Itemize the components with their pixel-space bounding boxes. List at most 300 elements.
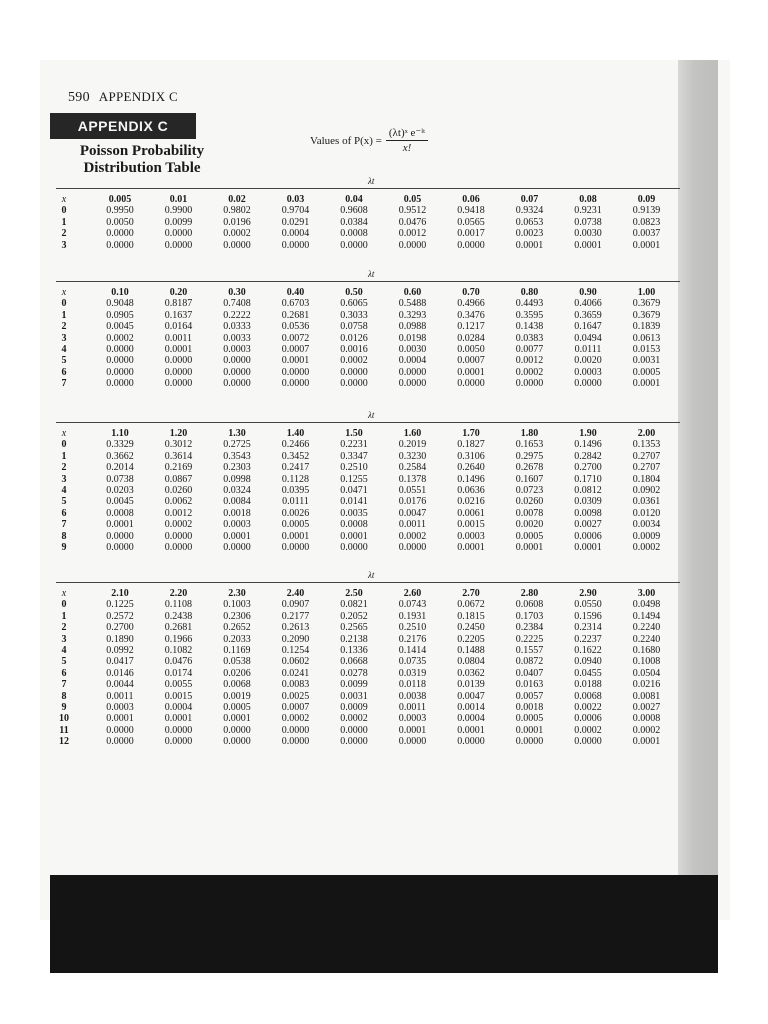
probability-cell: 0.1890 — [106, 633, 134, 645]
x-header: x — [61, 287, 67, 298]
probability-cell: 0.9418 — [457, 205, 485, 217]
probability-cell: 0.0044 — [106, 679, 134, 691]
table-row — [56, 439, 680, 450]
probability-cell: 0.0407 — [515, 667, 544, 679]
x-header: x — [61, 428, 67, 439]
x-value: 7 — [61, 378, 67, 390]
probability-cell: 0.0550 — [574, 599, 602, 611]
lambda-t-label: λt — [368, 410, 375, 420]
formula-denominator: x! — [402, 142, 412, 154]
x-value: 5 — [61, 496, 67, 508]
probability-cell: 0.9950 — [106, 205, 134, 217]
lambda-value: 0.08 — [579, 194, 597, 205]
x-header: x — [61, 588, 67, 599]
lambda-t-label: λt — [368, 176, 375, 186]
probability-cell: 0.6065 — [340, 298, 368, 310]
probability-cell: 0.0000 — [223, 239, 251, 251]
lambda-value: 0.80 — [520, 287, 539, 298]
table-row — [56, 333, 680, 344]
probability-cell: 0.1496 — [457, 473, 485, 485]
x-value: 5 — [61, 355, 67, 367]
probability-cell: 0.1653 — [515, 439, 544, 451]
probability-cell: 0.2466 — [281, 439, 310, 451]
x-value: 12 — [59, 736, 69, 748]
probability-cell: 0.0068 — [223, 679, 251, 691]
probability-cell: 0.0723 — [515, 485, 544, 496]
table-row — [56, 321, 680, 332]
probability-cell: 0.0002 — [515, 366, 544, 378]
probability-cell: 0.2707 — [632, 450, 661, 462]
x-value: 1 — [61, 450, 67, 462]
probability-cell: 0.0019 — [223, 690, 251, 702]
probability-cell: 0.2681 — [164, 622, 193, 634]
x-value: 2 — [61, 462, 67, 474]
probability-cell: 0.3106 — [457, 450, 485, 462]
probability-cell: 0.0000 — [106, 228, 134, 240]
table-row — [56, 508, 680, 519]
table-row — [56, 622, 680, 633]
page-edge-shadow — [678, 60, 718, 920]
running-title: APPENDIX C — [98, 89, 178, 104]
probability-cell: 0.0000 — [164, 366, 193, 378]
probability-cell: 0.0098 — [574, 507, 602, 519]
probability-cell: 0.0000 — [223, 542, 251, 553]
probability-cell: 0.0001 — [281, 355, 310, 367]
probability-cell: 0.0001 — [632, 239, 661, 251]
probability-cell: 0.0002 — [106, 332, 134, 344]
probability-cell: 0.1966 — [164, 633, 193, 645]
probability-cell: 0.0018 — [515, 702, 544, 713]
probability-cell: 0.0872 — [515, 656, 544, 668]
probability-cell: 0.0000 — [574, 378, 602, 390]
probability-cell: 0.0023 — [515, 228, 544, 240]
lambda-value: 0.50 — [345, 287, 363, 298]
lambda-value: 1.90 — [579, 428, 597, 439]
probability-cell: 0.0000 — [457, 239, 485, 251]
probability-cell: 0.0000 — [106, 542, 134, 553]
probability-cell: 0.0000 — [223, 378, 251, 390]
probability-cell: 0.1438 — [515, 321, 544, 333]
probability-cell: 0.0001 — [632, 736, 661, 748]
probability-cell: 0.0072 — [281, 332, 310, 344]
probability-cell: 0.2177 — [281, 610, 310, 622]
probability-cell: 0.0020 — [515, 519, 544, 531]
probability-cell: 0.1607 — [515, 473, 544, 485]
formula-prefix: Values of P(x) = — [310, 134, 382, 147]
probability-cell: 0.0538 — [223, 656, 251, 668]
lambda-header-row — [56, 287, 680, 298]
probability-cell: 0.0608 — [515, 599, 544, 611]
lambda-value: 0.40 — [286, 287, 305, 298]
lambda-value: 0.90 — [579, 287, 597, 298]
table-row — [56, 656, 680, 667]
table-title-line2: Distribution Table — [83, 160, 201, 176]
probability-cell: 0.0050 — [106, 216, 134, 228]
lambda-value: 2.50 — [345, 588, 363, 599]
lambda-header-row — [56, 194, 680, 205]
probability-cell: 0.0000 — [164, 724, 193, 736]
table-row — [56, 474, 680, 485]
probability-cell: 0.0026 — [281, 507, 310, 519]
lambda-header-row — [56, 428, 680, 439]
probability-cell: 0.1622 — [574, 645, 602, 656]
lambda-value: 2.40 — [286, 588, 305, 599]
page-number: 590 — [68, 90, 90, 105]
probability-cell: 0.0035 — [340, 507, 368, 519]
probability-cell: 0.0153 — [632, 344, 661, 355]
table-row — [56, 691, 680, 702]
probability-cell: 0.0000 — [223, 366, 251, 378]
x-value: 8 — [61, 690, 67, 702]
lambda-value: 2.70 — [462, 588, 480, 599]
probability-cell: 0.2222 — [223, 309, 251, 321]
probability-cell: 0.1647 — [574, 321, 602, 333]
probability-cell: 0.0000 — [340, 378, 368, 390]
lambda-value: 0.06 — [462, 194, 480, 205]
probability-cell: 0.2640 — [457, 462, 485, 474]
probability-cell: 0.2700 — [106, 622, 134, 634]
probability-cell: 0.0902 — [632, 485, 661, 496]
x-value: 0 — [61, 205, 67, 217]
probability-cell: 0.0062 — [164, 496, 193, 508]
probability-cell: 0.9608 — [340, 205, 368, 217]
probability-cell: 0.0188 — [574, 679, 602, 691]
probability-cell: 0.0005 — [515, 713, 544, 725]
probability-cell: 0.0034 — [632, 519, 661, 531]
probability-cell: 0.3293 — [398, 309, 427, 321]
probability-cell: 0.0000 — [164, 239, 193, 251]
probability-cell: 0.0743 — [398, 599, 427, 611]
probability-cell: 0.0003 — [223, 344, 251, 355]
lambda-t-label: λt — [368, 570, 375, 580]
probability-cell: 0.0008 — [106, 507, 134, 519]
probability-cell: 0.2384 — [515, 622, 544, 634]
lambda-value: 1.10 — [111, 428, 129, 439]
probability-cell: 0.0319 — [398, 667, 427, 679]
lambda-value: 2.80 — [520, 588, 539, 599]
probability-cell: 0.0050 — [457, 344, 485, 355]
probability-cell: 0.0000 — [457, 378, 485, 390]
probability-cell: 0.0907 — [281, 599, 310, 611]
probability-cell: 0.0216 — [632, 679, 661, 691]
probability-cell: 0.1839 — [632, 321, 661, 333]
probability-cell: 0.0000 — [398, 542, 427, 553]
probability-cell: 0.1557 — [515, 645, 544, 656]
lambda-value: 2.60 — [403, 588, 422, 599]
probability-cell: 0.0111 — [282, 496, 309, 508]
probability-cell: 0.0494 — [574, 332, 602, 344]
probability-cell: 0.0037 — [632, 228, 661, 240]
probability-cell: 0.2033 — [223, 633, 251, 645]
table-row — [56, 228, 680, 239]
probability-cell: 0.2565 — [340, 622, 368, 634]
x-value: 7 — [61, 679, 67, 691]
probability-cell: 0.8187 — [164, 298, 193, 310]
probability-cell: 0.0000 — [106, 724, 134, 736]
probability-cell: 0.0000 — [106, 530, 134, 542]
probability-cell: 0.0804 — [457, 656, 485, 668]
probability-cell: 0.9704 — [281, 205, 310, 217]
probability-cell: 0.0940 — [574, 656, 602, 668]
probability-cell: 0.0905 — [106, 309, 134, 321]
probability-cell: 0.0309 — [574, 496, 602, 508]
probability-cell: 0.0007 — [281, 702, 310, 713]
probability-cell: 0.0000 — [223, 355, 251, 367]
x-value: 4 — [61, 344, 67, 355]
x-value: 2 — [61, 321, 67, 333]
probability-cell: 0.0139 — [457, 679, 485, 691]
probability-cell: 0.0000 — [574, 736, 602, 748]
probability-cell: 0.0384 — [340, 216, 368, 228]
probability-cell: 0.0078 — [515, 507, 544, 519]
probability-cell: 0.0014 — [457, 702, 485, 713]
probability-cell: 0.0018 — [223, 507, 251, 519]
lambda-value: 2.10 — [111, 588, 129, 599]
probability-cell: 0.0045 — [106, 496, 134, 508]
probability-cell: 0.0126 — [340, 332, 368, 344]
probability-cell: 0.0001 — [106, 519, 134, 531]
probability-cell: 0.0017 — [457, 228, 485, 240]
probability-cell: 0.0001 — [281, 530, 310, 542]
probability-cell: 0.9324 — [515, 205, 544, 217]
probability-cell: 0.3543 — [223, 450, 251, 462]
probability-cell: 0.1003 — [223, 599, 251, 611]
table-row — [56, 531, 680, 542]
probability-cell: 0.0565 — [457, 216, 485, 228]
probability-cell: 0.3347 — [340, 450, 368, 462]
probability-cell: 0.0068 — [574, 690, 602, 702]
lambda-value: 1.50 — [345, 428, 363, 439]
table-row — [56, 462, 680, 473]
x-value: 0 — [61, 599, 67, 611]
probability-cell: 0.0031 — [340, 690, 368, 702]
lambda-value: 0.04 — [345, 194, 363, 205]
probability-cell: 0.0001 — [398, 724, 427, 736]
probability-cell: 0.0004 — [164, 702, 193, 713]
probability-cell: 0.0455 — [574, 667, 602, 679]
header-rule — [56, 582, 680, 583]
probability-cell: 0.2572 — [106, 610, 134, 622]
probability-cell: 0.0015 — [457, 519, 485, 531]
probability-cell: 0.1680 — [632, 645, 661, 656]
probability-cell: 0.9802 — [223, 205, 251, 217]
probability-cell: 0.0000 — [106, 239, 134, 251]
probability-cell: 0.0002 — [340, 713, 368, 725]
probability-cell: 0.0738 — [106, 473, 134, 485]
probability-cell: 0.2652 — [223, 622, 251, 634]
probability-cell: 0.0206 — [223, 667, 251, 679]
probability-cell: 0.0000 — [106, 355, 134, 367]
probability-cell: 0.0000 — [515, 736, 544, 748]
probability-cell: 0.0002 — [574, 724, 602, 736]
probability-cell: 0.0000 — [106, 366, 134, 378]
lambda-value: 0.02 — [228, 194, 246, 205]
probability-cell: 0.0758 — [340, 321, 368, 333]
probability-cell: 0.0476 — [164, 656, 193, 668]
probability-cell: 0.1827 — [457, 439, 485, 451]
x-value: 3 — [61, 332, 67, 344]
probability-cell: 0.2975 — [515, 450, 544, 462]
probability-cell: 0.1815 — [457, 610, 485, 622]
probability-cell: 0.2438 — [164, 610, 193, 622]
probability-cell: 0.0602 — [281, 656, 310, 668]
probability-cell: 0.3329 — [106, 439, 134, 451]
table-row — [56, 542, 680, 553]
probability-cell: 0.0000 — [515, 378, 544, 390]
probability-cell: 0.0001 — [515, 239, 544, 251]
probability-cell: 0.2842 — [574, 450, 602, 462]
probability-cell: 0.1488 — [457, 645, 485, 656]
probability-cell: 0.7408 — [223, 298, 251, 310]
probability-cell: 0.0216 — [457, 496, 485, 508]
probability-cell: 0.0536 — [281, 321, 310, 333]
probability-cell: 0.3662 — [106, 450, 134, 462]
running-header — [68, 89, 178, 106]
probability-cell: 0.0055 — [164, 679, 193, 691]
table-row — [56, 367, 680, 378]
probability-cell: 0.0504 — [632, 667, 661, 679]
x-value: 10 — [59, 713, 69, 725]
probability-cell: 0.0141 — [340, 496, 368, 508]
probability-cell: 0.2450 — [457, 622, 485, 634]
probability-cell: 0.0196 — [223, 216, 251, 228]
table-row — [56, 240, 680, 251]
probability-cell: 0.0324 — [223, 485, 251, 496]
x-value: 4 — [61, 485, 67, 496]
x-value: 6 — [61, 507, 67, 519]
probability-cell: 0.4066 — [574, 298, 602, 310]
probability-cell: 0.3659 — [574, 309, 602, 321]
probability-cell: 0.0003 — [223, 519, 251, 531]
probability-cell: 0.9139 — [632, 205, 661, 217]
probability-cell: 0.2306 — [223, 610, 251, 622]
probability-cell: 0.2584 — [398, 462, 427, 474]
probability-cell: 0.3452 — [281, 450, 310, 462]
probability-cell: 0.0003 — [398, 713, 427, 725]
probability-cell: 0.9512 — [398, 205, 427, 217]
probability-cell: 0.0260 — [164, 485, 193, 496]
probability-cell: 0.0045 — [106, 321, 134, 333]
probability-cell: 0.0203 — [106, 485, 134, 496]
probability-cell: 0.0033 — [223, 332, 251, 344]
probability-cell: 0.0002 — [223, 228, 251, 240]
table-row — [56, 713, 680, 724]
probability-cell: 0.0011 — [398, 702, 427, 713]
probability-cell: 0.1254 — [281, 645, 310, 656]
probability-cell: 0.0988 — [398, 321, 427, 333]
formula-fraction — [386, 126, 428, 155]
probability-cell: 0.0417 — [106, 656, 134, 668]
probability-cell: 0.0636 — [457, 485, 485, 496]
table-row — [56, 634, 680, 645]
probability-cell: 0.0333 — [223, 321, 251, 333]
lambda-value: 0.70 — [462, 287, 480, 298]
table-row — [56, 310, 680, 321]
probability-cell: 0.2205 — [457, 633, 485, 645]
table-row — [56, 344, 680, 355]
probability-cell: 0.0361 — [632, 496, 661, 508]
lambda-value: 0.01 — [169, 194, 188, 205]
x-value: 3 — [61, 633, 67, 645]
probability-cell: 0.0383 — [515, 332, 544, 344]
formula-numerator: (λt)ˣ e⁻ˡᵗ — [386, 126, 428, 141]
probability-cell: 0.3614 — [164, 450, 193, 462]
probability-cell: 0.0001 — [574, 542, 602, 553]
probability-cell: 0.0012 — [398, 228, 427, 240]
probability-cell: 0.0002 — [340, 355, 368, 367]
probability-cell: 0.0030 — [574, 228, 602, 240]
probability-cell: 0.0998 — [223, 473, 251, 485]
x-value: 3 — [61, 473, 67, 485]
probability-cell: 0.3476 — [457, 309, 485, 321]
probability-cell: 0.0000 — [164, 542, 193, 553]
table-row — [56, 668, 680, 679]
probability-cell: 0.0001 — [457, 724, 485, 736]
probability-cell: 0.0002 — [632, 724, 661, 736]
probability-cell: 0.2678 — [515, 462, 544, 474]
probability-cell: 0.0004 — [457, 713, 485, 725]
probability-cell: 0.0002 — [164, 519, 193, 531]
probability-cell: 0.3595 — [515, 309, 544, 321]
lambda-value: 1.30 — [228, 428, 246, 439]
table-row — [56, 725, 680, 736]
probability-cell: 0.0000 — [340, 736, 368, 748]
probability-cell: 0.2700 — [574, 462, 602, 474]
probability-cell: 0.0009 — [340, 702, 368, 713]
probability-cell: 0.0198 — [398, 332, 427, 344]
probability-cell: 0.0031 — [632, 355, 661, 367]
probability-cell: 0.0164 — [164, 321, 193, 333]
probability-cell: 0.0000 — [164, 736, 193, 748]
probability-cell: 0.1217 — [457, 321, 485, 333]
probability-cell: 0.0084 — [223, 496, 251, 508]
probability-cell: 0.0471 — [340, 485, 368, 496]
x-value: 11 — [59, 724, 69, 736]
lambda-header-row — [56, 588, 680, 599]
probability-cell: 0.1637 — [164, 309, 193, 321]
probability-cell: 0.0011 — [164, 332, 193, 344]
probability-cell: 0.0867 — [164, 473, 193, 485]
probability-cell: 0.0027 — [632, 702, 661, 713]
lambda-value: 0.30 — [228, 287, 246, 298]
probability-cell: 0.0009 — [632, 530, 661, 542]
probability-cell: 0.0006 — [574, 713, 602, 725]
lambda-value: 1.20 — [169, 428, 188, 439]
probability-cell: 0.4493 — [515, 298, 544, 310]
probability-cell: 0.0008 — [340, 519, 368, 531]
probability-cell: 0.2510 — [340, 462, 368, 474]
probability-cell: 0.0005 — [281, 519, 310, 531]
x-value: 1 — [61, 610, 67, 622]
probability-cell: 0.0000 — [398, 239, 427, 251]
probability-cell: 0.0004 — [281, 228, 310, 240]
probability-cell: 0.2052 — [340, 610, 368, 622]
probability-cell: 0.0278 — [340, 667, 368, 679]
probability-cell: 0.0001 — [223, 530, 251, 542]
probability-cell: 0.0241 — [281, 667, 310, 679]
table-row — [56, 599, 680, 610]
x-header: x — [61, 194, 67, 205]
probability-cell: 0.1108 — [164, 599, 193, 611]
x-value: 1 — [61, 216, 67, 228]
probability-cell: 0.2014 — [106, 462, 134, 474]
probability-cell: 0.0027 — [574, 519, 602, 531]
table-row — [56, 378, 680, 389]
x-value: 8 — [61, 530, 67, 542]
probability-cell: 0.4966 — [457, 298, 485, 310]
probability-cell: 0.0001 — [164, 344, 193, 355]
probability-cell: 0.0118 — [398, 679, 427, 691]
